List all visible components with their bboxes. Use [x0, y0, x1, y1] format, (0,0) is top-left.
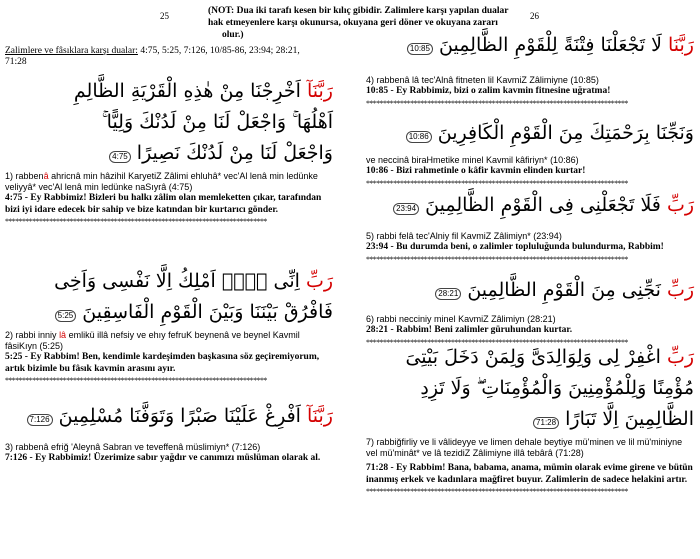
dua-item-4 [366, 30, 694, 110]
translation: 5:25 - Ey Rabbim! Ben, kendimle kardeşimden başkasına söz geçiremiyorum, artık bizimle bu fâsık kavmin arasını ayır. [5, 352, 320, 374]
arabic-line: اَهْلُهَا ۚ وَاجْعَلْ لَنَا مِنْ لَدُنْكَ وَلِيًّا ۚ [101, 111, 333, 133]
dua-item-2 [5, 266, 333, 387]
arabic-line: وَنَجِّنَا بِرَحْمَتِكَ مِنَ الْقَوْمِ الْكَافِرِينَ 10:86 [366, 118, 694, 149]
transliteration: 1) rabbenâ ahricnâ min hâzihil KaryetiZ Zâlimi ehluhâ* vec'Al lenâ min ledünke veliyyâ* vec'Al lenâ min ledünke naSıyrâ (4:75) [5, 171, 318, 192]
dua-item-5 [366, 190, 694, 266]
dua-item-4b [366, 118, 694, 190]
dua-item-7 [366, 342, 694, 498]
arabic-line: رَبِّ اغْفِرْ لِى وَلِوَالِدَىَّ وَلِمَنْ دَخَلَ بَيْتِىَ [405, 346, 694, 368]
note-line: (NOT: Dua iki tarafı kesen bir kılıç gibidir. Zalimlere karşı yapılan dualar [208, 6, 509, 16]
star-separator: ***************************************************************************** [366, 99, 628, 108]
transliteration: ve neccinâ biraHmetike minel Kavmil kâfiriyn* (10:86) [366, 155, 579, 165]
star-separator: ***************************************************************************** [366, 488, 628, 496]
star-separator: ***************************************************************************** [366, 255, 628, 264]
dua-item-6 [366, 275, 694, 349]
transliteration: 6) rabbi necciniy minel KavmiZ Zâlimiyn (28:21) [366, 314, 556, 324]
verse-ref-badge: 28:21 [435, 288, 461, 300]
dua-item-3 [5, 401, 333, 465]
intro [5, 46, 333, 68]
arabic-line: رَبِّ نَجِّنِى مِنَ الْقَوْمِ الظَّالِمِينَ 28:21 [366, 275, 694, 306]
verse-ref-badge: 23:94 [393, 203, 419, 215]
arabic-line: رَبَّنَا لَا تَجْعَلْنَا فِتْنَةً لِلْقَوْمِ الظَّالِمِينَ 10:85 [366, 30, 694, 61]
verse-ref-badge: 10:85 [407, 43, 433, 55]
verse-ref-badge: 7:126 [27, 414, 53, 426]
arabic-line: فَافْرُقْ بَيْنَنَا وَبَيْنَ الْقَوْمِ الْفَاسِقِينَ 5:25 [5, 297, 333, 328]
translation: 10:85 - Ey Rabbimiz, bizi o zalim kavmin fitnesine uğratma! [366, 86, 611, 96]
verse-ref-badge: 71:28 [533, 417, 559, 429]
star-separator: ***************************************************************************** [5, 377, 267, 385]
left-column [5, 46, 333, 463]
arabic-rabbana: رَبَّنَآ [307, 80, 333, 102]
arabic-line: رَبَّنَآ اَخْرِجْنَا مِنْ هٰذِهِ الْقَرْيَةِ الظَّالِمِ [73, 80, 333, 102]
transliteration: 4) rabbenâ lâ tec'Alnâ fitneten lil KavmiZ Zâlimiyne (10:85) [366, 75, 599, 85]
arabic-line: الظَّالِمِينَ اِلَّا تَبَارًا 71:28 [366, 404, 694, 435]
intro-title: Zalimlere ve fâsıklara karşı dualar: [5, 46, 138, 56]
note-line: olur.) [222, 30, 244, 40]
transliteration: 7) rabbiğfirliy ve li vâlideyye ve limen dehale beytiye mü'minen ve lil mü'miniyne vel mü'minât* ve lâ tezidiZ Zâlimiyne illâ tebârâ (71:28) [366, 437, 683, 458]
translation: 10:86 - Bizi rahmetinle o kâfir kavmin elinden kurtar! [366, 166, 586, 176]
arabic-line: رَبَّنَآ اَفْرِغْ عَلَيْنَا صَبْرًا وَتَوَفَّنَا مُسْلِمِينَ 7:126 [5, 401, 333, 432]
page-number-left: 25 [160, 11, 169, 21]
page-number-right: 26 [530, 11, 539, 21]
transliteration: 5) rabbi felâ tec'Alniy fil KavmiZ Zâlimiyn* (23:94) [366, 231, 562, 241]
translation: 23:94 - Bu durumda beni, o zalimler topluluğunda bulundurma, Rabbim! [366, 242, 664, 252]
translation: 4:75 - Ey Rabbimiz! Bizleri bu halkı zâlim olan memleketten çıkar, tarafından bizi iyi idare edecek bir sahip ve bize katından bir kurtarıcı gönder. [5, 193, 322, 215]
star-separator: ***************************************************************************** [5, 218, 267, 226]
arabic-line: وَاجْعَلْ لَنَا مِنْ لَدُنْكَ نَصِيرًا 4:75 [5, 138, 333, 169]
arabic-line: رَبِّ فَلَا تَجْعَلْنِى فِى الْقَوْمِ الظَّالِمِينَ 23:94 [366, 190, 694, 221]
transliteration: 3) rabbenâ efriğ 'Aleynâ Sabran ve teveffenâ müslimiyn* (7:126) [5, 442, 261, 452]
translation: 71:28 - Ey Rabbim! Bana, babama, anama, mümin olarak evime girene ve bütün inanmış erkek ve kadınlara mağfiret buyur. Zalimlerin de sadece helakini artır. [366, 463, 693, 485]
translation: 7:126 - Ey Rabbimiz! Üzerimize sabır yağdır ve canımızı müslüman olarak al. [5, 453, 321, 463]
transliteration: 2) rabbi inniy lâ emlikü illâ nefsiy ve ehıy fefruK beynenâ ve beynel Kavmil fâsiKıyn (5:25) [5, 330, 300, 351]
arabic-rabbi: رَبِّ [305, 270, 333, 292]
translation: 28:21 - Rabbim! Beni zalimler güruhundan kurtar. [366, 325, 573, 335]
intro-refs-cont: 71:28 [5, 57, 27, 67]
star-separator: ***************************************************************************** [366, 338, 628, 347]
verse-ref-badge: 4:75 [109, 151, 131, 163]
verse-ref-badge: 5:25 [55, 310, 77, 322]
arabic-line: مُؤْمِنًا وَلِلْمُؤْمِنِينَ وَالْمُؤْمِنَاتِ ۖ وَلَا تَزِدِ [420, 377, 694, 399]
dua-item-1 [5, 76, 333, 228]
intro-refs: 4:75, 5:25, 7:126, 10/85-86, 23:94; 28:21, [140, 46, 300, 56]
arabic-rabbana: رَبَّنَآ [307, 405, 333, 427]
note-line: hak etmeyenlere karşı okunursa, okuyana geri döner ve okuyana zararı [208, 18, 498, 28]
arabic-line: رَبِّ اِنِّى لَاۤ اَمْلِكُ اِلَّا نَفْسِى وَاَخِى [54, 270, 333, 292]
verse-ref-badge: 10:86 [406, 131, 432, 143]
star-separator: ***************************************************************************** [366, 179, 628, 188]
